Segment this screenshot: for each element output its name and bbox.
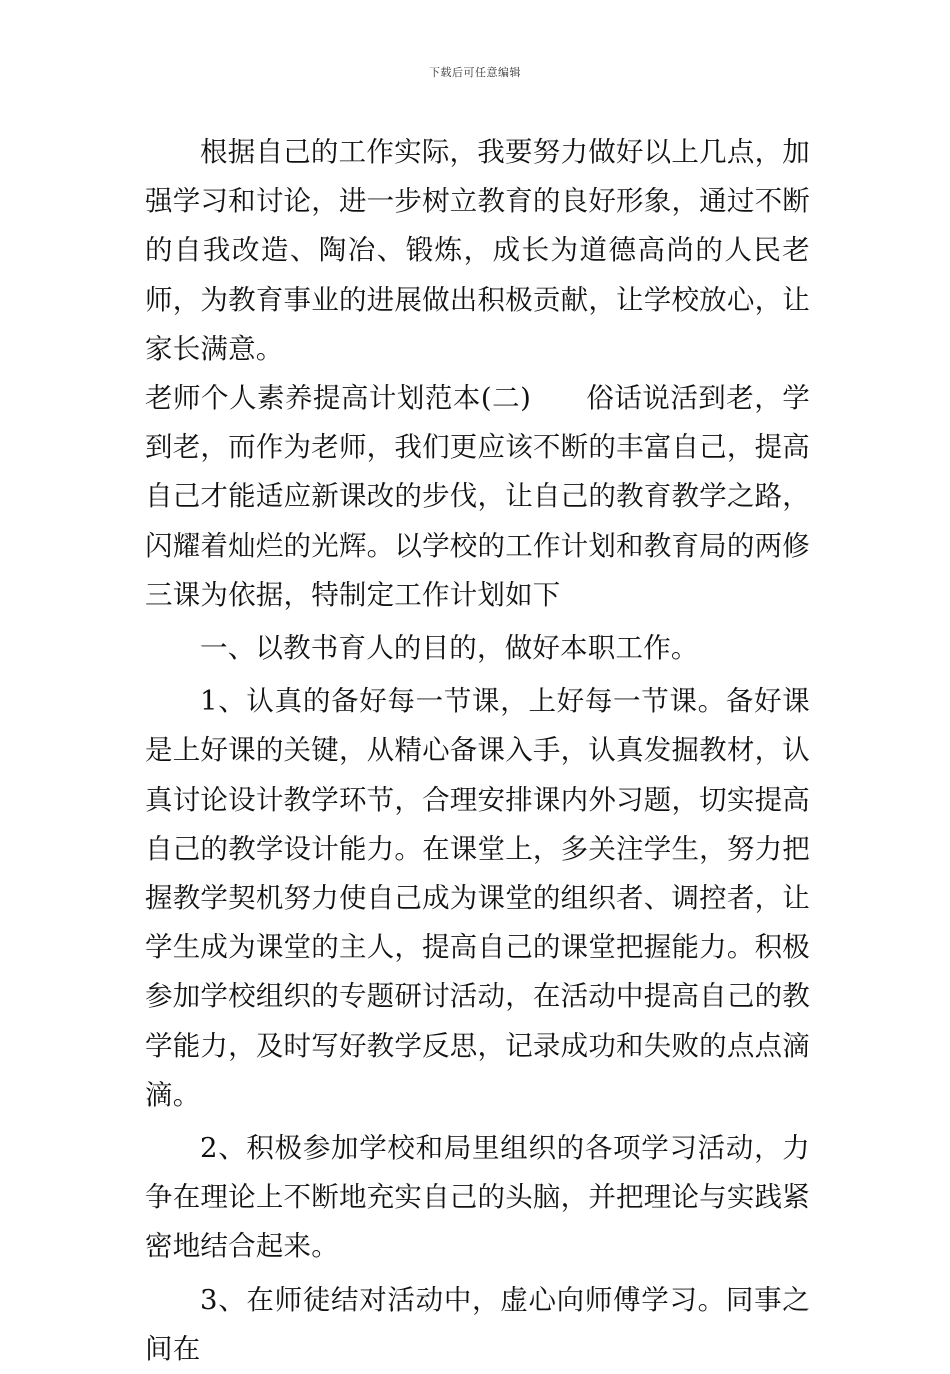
page-header: 下载后可任意编辑 <box>429 66 521 79</box>
document-body <box>145 128 810 1374</box>
heading-item-one: 一、以教书育人的目的，做好本职工作。 <box>200 632 699 665</box>
paragraph-conclusion: 根据自己的工作实际，我要努力做好以上几点，加强学习和讨论，进一步树立教育的良好形象，通过不断的自我改造、陶冶、锻炼，成长为道德高尚的人民老师，为教育事业的进展做出积极贡献，让学校放心，让家长满意。 <box>145 136 810 365</box>
section-title: 老师个人素养提高计划范本(二) <box>145 382 532 415</box>
paragraph-item-1: 1、认真的备好每一节课，上好每一节课。备好课是上好课的关键，从精心备课入手，认真发掘教材，认真讨论设计教学环节，合理安排课内外习题，切实提高自己的教学设计能力。在课堂上，多关注学生，努力把握教学契机努力使自己成为课堂的组织者、调控者，让学生成为课堂的主人，提高自己的课堂把握能力。积极参加学校组织的专题研讨活动，在活动中提高自己的教学能力，及时写好教学反思，记录成功和失败的点点滴滴。 <box>145 685 810 1111</box>
section-intro: 俗话说活到老，学到老，而作为老师，我们更应该不断的丰富自己，提高自己才能适应新课改的步伐，让自己的教育教学之路，闪耀着灿烂的光辉。以学校的工作计划和教育局的两修三课为依据，特制定工作计划如下 <box>145 382 810 611</box>
paragraph-item-3: 3、在师徒结对活动中，虚心向师傅学习。同事之间在 <box>145 1283 810 1365</box>
paragraph-item-2: 2、积极参加学校和局里组织的各项学习活动，力争在理论上不断地充实自己的头脑，并把理论与实践紧密地结合起来。 <box>145 1132 810 1263</box>
paragraph-section-two <box>145 374 810 620</box>
